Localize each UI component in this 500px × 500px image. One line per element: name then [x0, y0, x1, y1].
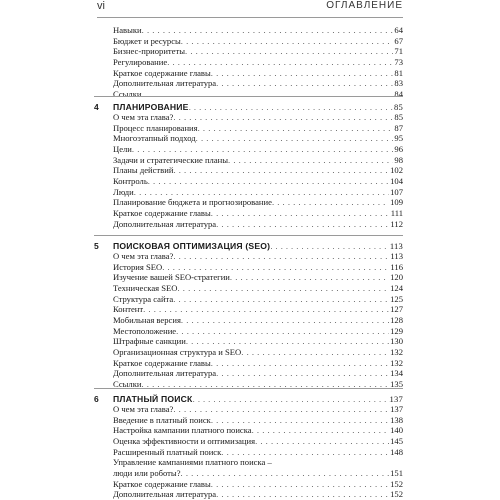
dot-leader — [272, 197, 389, 207]
toc-entry — [113, 155, 403, 165]
toc-entry — [113, 144, 403, 154]
toc-entry — [113, 368, 403, 378]
entry-page: 102 — [390, 165, 403, 176]
toc-entry — [113, 447, 403, 457]
entry-page: 129 — [390, 325, 403, 336]
toc-entry — [113, 468, 403, 478]
dot-leader — [173, 165, 389, 175]
dot-leader — [142, 89, 394, 99]
dot-leader — [143, 304, 389, 314]
toc-entry — [113, 25, 403, 35]
entry-title: История SEO — [113, 261, 163, 272]
entry-page: 128 — [390, 314, 403, 325]
entry-title: Планирование бюджета и прогнозирование — [113, 197, 272, 208]
toc-entry — [113, 219, 403, 229]
chapter-title: ПЛАНИРОВАНИЕ — [113, 102, 189, 112]
toc-entry — [113, 57, 403, 67]
entry-title: Контроль — [113, 175, 148, 186]
dot-leader — [173, 294, 389, 304]
chapter-page: 137 — [389, 394, 403, 404]
toc-entry — [113, 187, 403, 197]
dot-leader — [252, 425, 390, 435]
page-number: vi — [97, 0, 105, 12]
toc-entry — [113, 46, 403, 56]
toc-entry — [113, 123, 403, 133]
chapter-title: ПОИСКОВАЯ ОПТИМИЗАЦИЯ (SEO) — [113, 241, 271, 251]
toc-entry — [113, 208, 403, 218]
entry-page: 120 — [390, 272, 403, 283]
toc-entry — [113, 315, 403, 325]
toc-entry — [113, 272, 403, 282]
page-header — [0, 0, 500, 20]
entry-title: Контент — [113, 304, 144, 315]
dot-leader — [181, 36, 394, 46]
dot-leader — [228, 155, 393, 165]
dot-leader — [148, 176, 389, 186]
entry-title: Бизнес-приоритеты — [113, 46, 186, 57]
running-title: ОГЛАВЛЕНИЕ — [326, 0, 403, 11]
entry-page: 132 — [390, 357, 403, 368]
dot-leader — [211, 68, 394, 78]
dot-leader — [216, 78, 393, 88]
dot-leader — [270, 241, 390, 251]
toc-entry — [113, 347, 403, 357]
toc-entry — [113, 36, 403, 46]
entry-page: 109 — [390, 197, 403, 208]
entry-page: 132 — [390, 346, 403, 357]
chapter-number: 4 — [94, 102, 99, 112]
entry-title: Оценка эффективности и оптимизация — [113, 435, 256, 446]
dot-leader — [185, 46, 393, 56]
entry-page: 107 — [390, 186, 403, 197]
entry-title: Техническая SEO — [113, 282, 178, 293]
toc-entry — [113, 294, 403, 304]
chapter-number: 5 — [94, 241, 99, 251]
entry-page: 81 — [394, 67, 403, 78]
entry-title: Изучение вашей SEO-стратегии — [113, 272, 230, 283]
entry-title: Ссылки — [113, 88, 142, 99]
toc-entry — [113, 404, 403, 414]
toc-entry — [113, 336, 403, 346]
entry-title: Расширенный платный поиск — [113, 446, 222, 457]
dot-leader — [193, 394, 390, 404]
toc-entry — [113, 112, 403, 122]
toc-entry — [113, 133, 403, 143]
entry-title: Регулирование — [113, 56, 168, 67]
dot-leader — [162, 262, 389, 272]
dot-leader — [216, 368, 389, 378]
entry-page: 112 — [390, 218, 403, 229]
toc-entry — [113, 68, 403, 78]
chapter-title: ПЛАТНЫЙ ПОИСК — [113, 394, 193, 404]
chapter-page: 113 — [389, 241, 403, 251]
entry-title: Люди — [113, 186, 134, 197]
dot-leader — [198, 123, 394, 133]
entry-page: 148 — [390, 446, 403, 457]
toc-entry — [113, 415, 403, 425]
header-divider — [97, 17, 403, 18]
entry-page: 95 — [394, 133, 403, 144]
entry-page: 67 — [394, 35, 403, 46]
entry-page: 84 — [394, 88, 403, 99]
dot-leader — [189, 102, 394, 112]
entry-title: Краткое содержание главы — [113, 357, 211, 368]
toc-entry — [113, 165, 403, 175]
entry-title: Организационная структура и SEO — [113, 346, 242, 357]
dot-leader — [181, 468, 390, 478]
entry-page: 64 — [394, 25, 403, 35]
toc-entry — [113, 425, 403, 435]
entry-page: 87 — [394, 122, 403, 133]
dot-leader — [186, 336, 389, 346]
dot-leader — [230, 272, 389, 282]
dot-leader — [167, 57, 393, 67]
entry-page: 145 — [390, 435, 403, 446]
entry-page: 137 — [390, 404, 403, 414]
dot-leader — [173, 251, 389, 261]
dot-leader — [216, 489, 389, 499]
dot-leader — [177, 283, 389, 293]
entry-page: 135 — [390, 378, 403, 389]
toc-entry — [113, 358, 403, 368]
entry-page: 98 — [394, 154, 403, 165]
toc-entry — [113, 479, 403, 489]
entry-page: 130 — [390, 336, 403, 347]
entry-title: Краткое содержание главы — [113, 478, 211, 489]
dot-leader — [211, 479, 389, 489]
toc-entry — [113, 78, 403, 88]
dot-leader — [241, 347, 389, 357]
dot-leader — [134, 187, 389, 197]
entry-page: 96 — [394, 143, 403, 154]
dot-leader — [142, 25, 394, 35]
entry-title: Ссылки — [113, 378, 142, 389]
dot-leader — [211, 415, 389, 425]
dot-leader — [173, 112, 393, 122]
entry-title: Введение в платный поиск — [113, 414, 211, 425]
entry-page: 71 — [394, 46, 403, 57]
entry-title: люди или роботы? — [113, 467, 181, 478]
toc-entry — [113, 326, 403, 336]
entry-title: Краткое содержание главы — [113, 207, 211, 218]
entry-title: Дополнительная литература — [113, 368, 217, 379]
entry-title: О чем эта глава? — [113, 112, 174, 122]
entry-page: 85 — [394, 112, 403, 122]
entry-title: Дополнительная литература — [113, 489, 217, 500]
entry-page: 152 — [390, 478, 403, 489]
toc-entry — [113, 89, 403, 99]
toc-entry — [113, 176, 403, 186]
entry-title: Планы действий — [113, 165, 174, 176]
entry-page: 113 — [390, 251, 403, 261]
entry-title: Мобильная версия — [113, 314, 181, 325]
dot-leader — [132, 144, 393, 154]
toc-entry — [113, 304, 403, 314]
chapter-heading — [113, 392, 403, 404]
entry-page: 140 — [390, 425, 403, 436]
entry-page: 116 — [390, 261, 403, 272]
toc-entry — [113, 251, 403, 261]
entry-page: 73 — [394, 56, 403, 67]
chapter-divider — [94, 388, 403, 389]
entry-page: 127 — [390, 304, 403, 315]
entry-title: Местоположение — [113, 325, 177, 336]
chapter-heading — [113, 239, 403, 251]
entry-page: 138 — [390, 414, 403, 425]
entry-title: Настройка кампании платного поиска — [113, 425, 252, 436]
dot-leader — [173, 404, 389, 414]
entry-title: Задачи и стратегические планы — [113, 154, 229, 165]
entry-page: 134 — [390, 368, 403, 379]
entry-page: 104 — [390, 175, 403, 186]
entry-title: О чем эта глава? — [113, 404, 174, 414]
entry-title: Навыки — [113, 25, 142, 35]
dot-leader — [255, 436, 389, 446]
entry-title: О чем эта глава? — [113, 251, 174, 261]
entry-title: Бюджет и ресурсы — [113, 35, 181, 46]
dot-leader — [216, 219, 389, 229]
dot-leader — [211, 208, 390, 218]
entry-title: Многоэтапный подход — [113, 133, 196, 144]
dot-leader — [196, 133, 394, 143]
entry-title: Краткое содержание главы — [113, 67, 211, 78]
entry-title: Цели — [113, 143, 132, 154]
toc-entry — [113, 197, 403, 207]
entry-page: 152 — [390, 489, 403, 500]
chapter-divider — [94, 235, 403, 236]
dot-leader — [221, 447, 389, 457]
toc-entry — [113, 283, 403, 293]
chapter-heading — [113, 100, 403, 112]
toc-entry — [113, 262, 403, 272]
entry-page: 83 — [394, 78, 403, 89]
entry-title: Процесс планирования — [113, 122, 198, 133]
entry-title: Дополнительная литература — [113, 218, 217, 229]
entry-page: 151 — [390, 467, 403, 478]
entry-title: Управление кампаниями платного поиска – — [113, 457, 272, 468]
entry-title: Структура сайта — [113, 293, 174, 304]
chapter-number: 6 — [94, 394, 99, 404]
toc-entry — [113, 436, 403, 446]
toc-entry — [113, 489, 403, 499]
entry-page: 124 — [390, 282, 403, 293]
entry-page: 125 — [390, 293, 403, 304]
dot-leader — [181, 315, 389, 325]
dot-leader — [211, 358, 389, 368]
chapter-divider — [94, 96, 403, 97]
entry-title: Штрафные санкции — [113, 336, 186, 347]
toc-entry — [113, 457, 403, 467]
dot-leader — [176, 326, 389, 336]
chapter-page: 85 — [394, 102, 403, 112]
entry-page: 111 — [390, 207, 403, 218]
entry-title: Дополнительная литература — [113, 78, 217, 89]
